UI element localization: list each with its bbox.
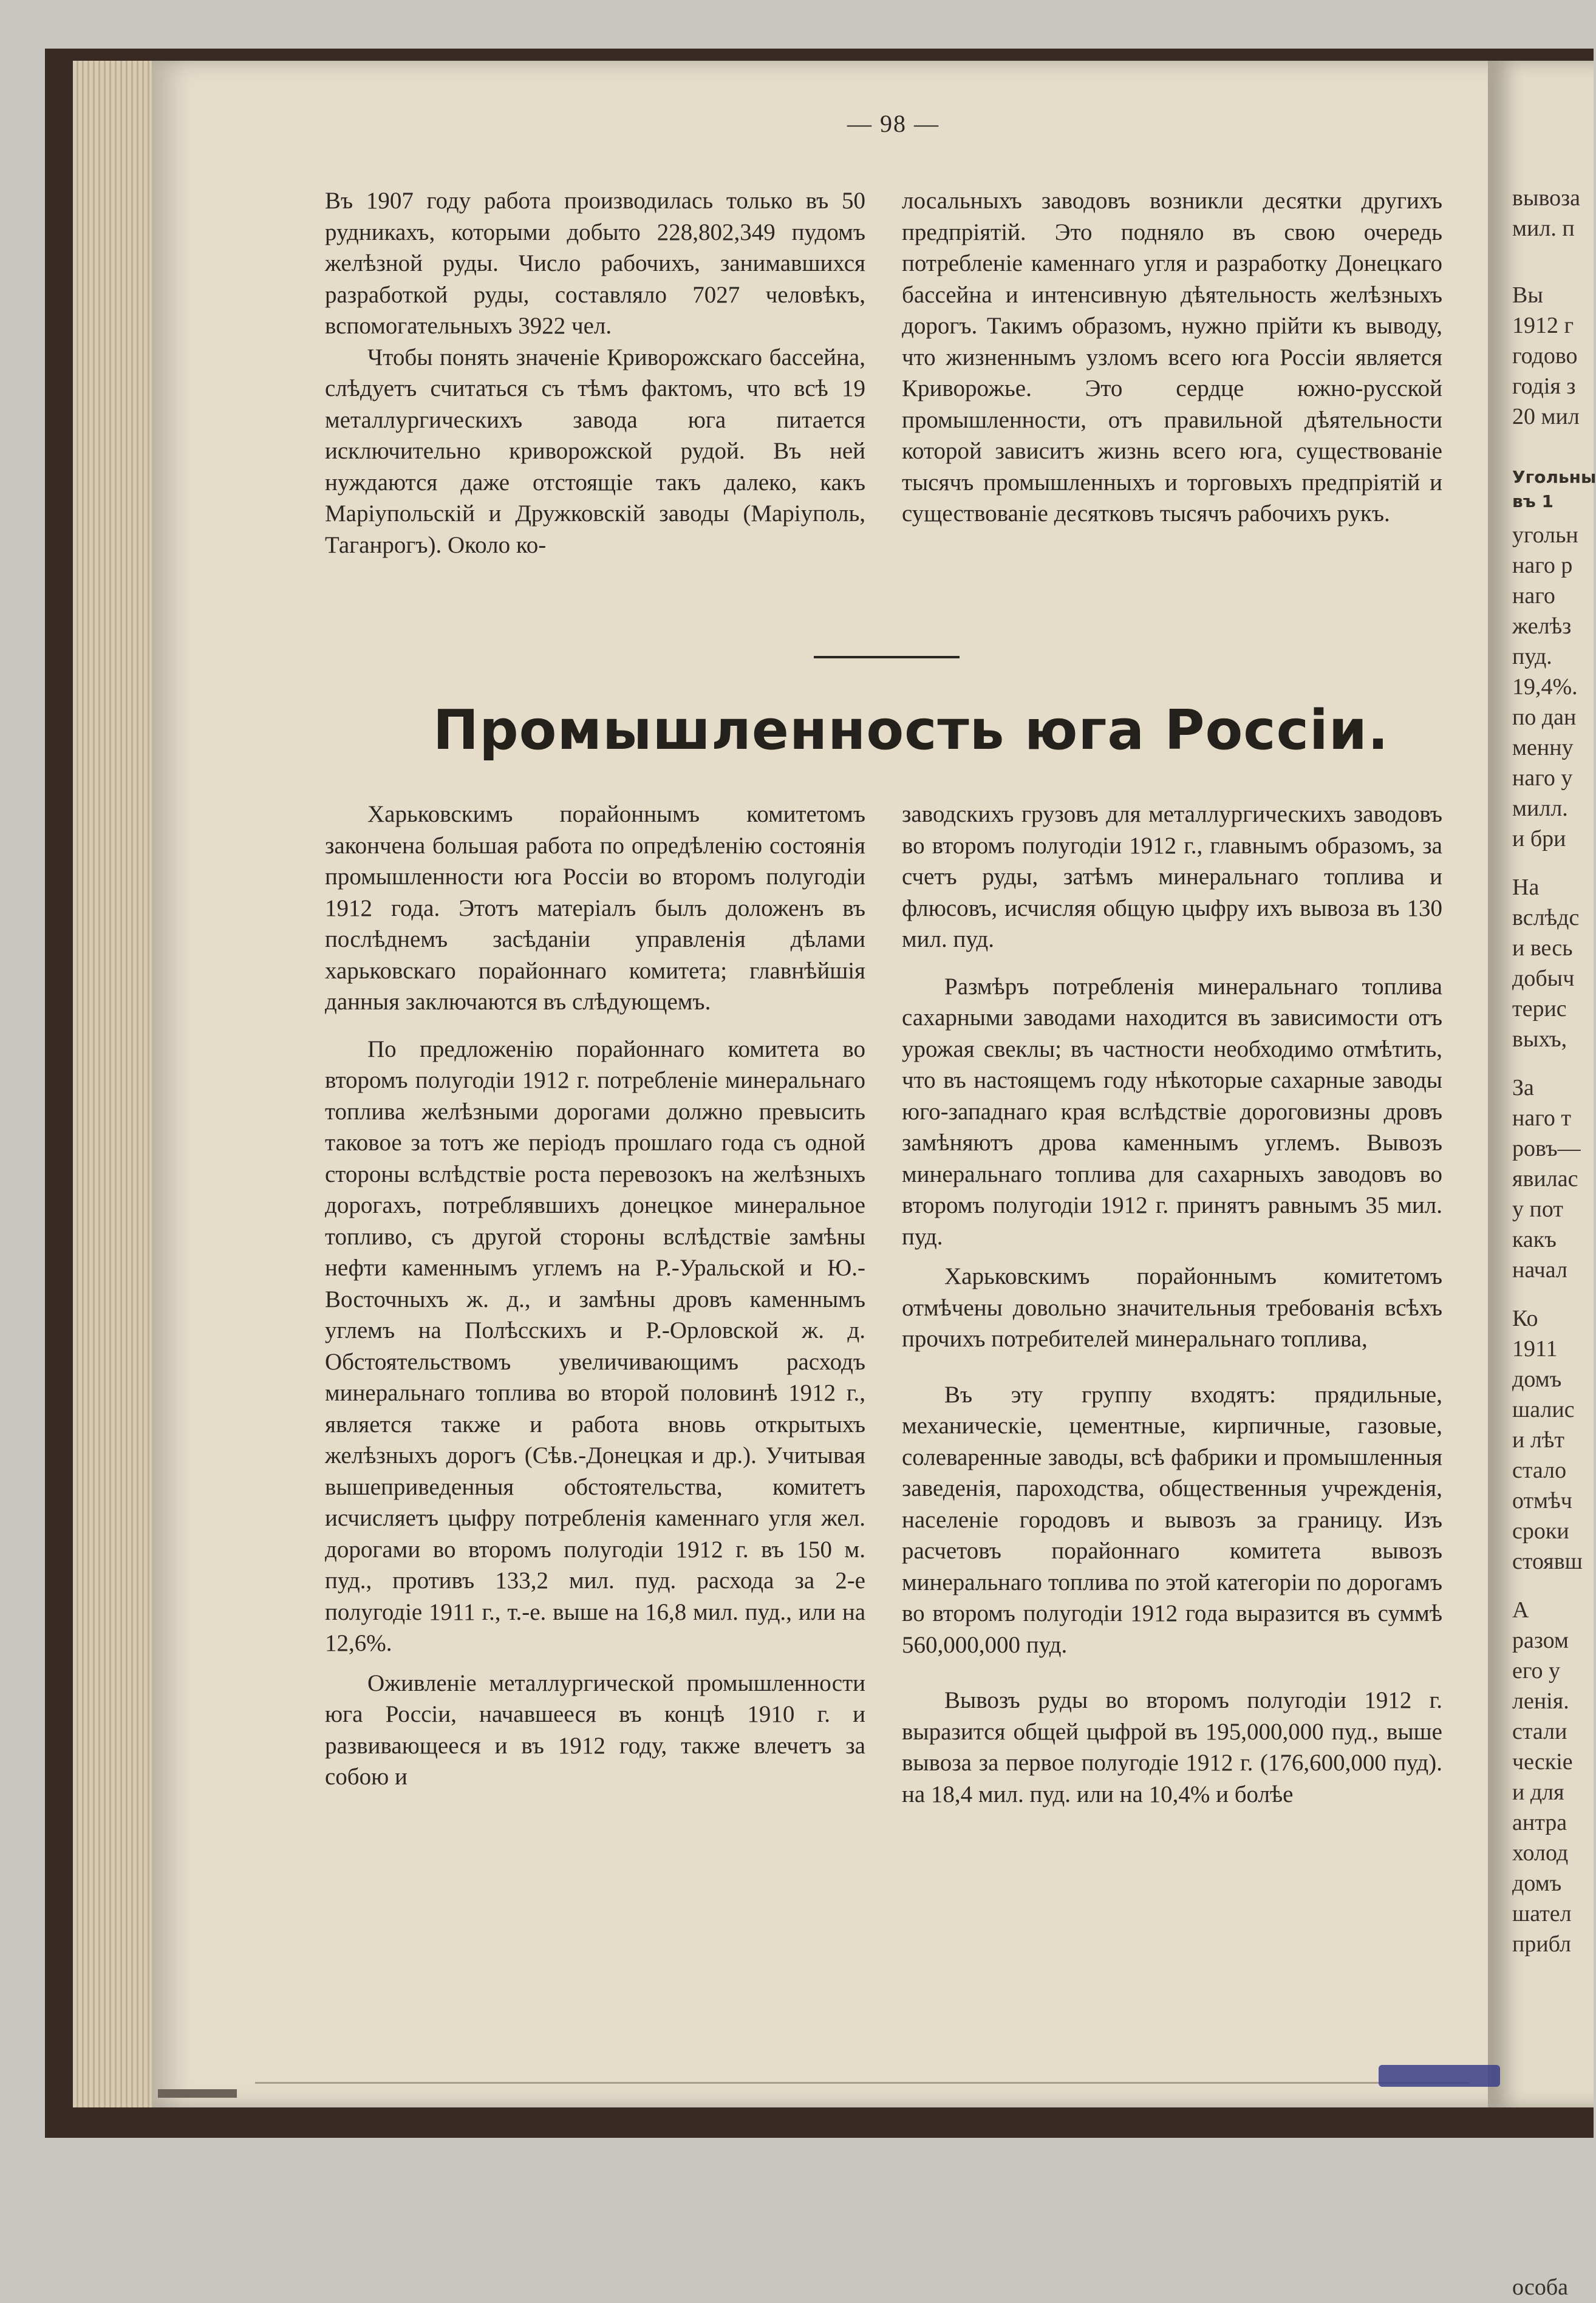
- paragraph: Харьковскимъ порайоннымъ комитетомъ закончена большая работа по опредѣленію состоянія промышленности юга Россіи во второмъ полугодіи 1912 года. Этотъ матеріалъ былъ доложенъ въ послѣднемъ засѣданіи управленія дѣлами харьковскаго порайоннаго комитета; главнѣйшія данныя заключаются въ слѣдующемъ.: [325, 801, 865, 1015]
- next-page-fragment: вывоза: [1512, 185, 1581, 211]
- paragraph: Въ эту группу входятъ: прядильные, механическіе, цементные, кирпичные, газовые, солеваренные заводы, всѣ фабрики и промышленныя заведенія, пароходства, общественныя учрежденія, населеніе городовъ и вывозъ за границу. Изъ расчетовъ порайоннаго комитета вывозъ минеральнаго топлива по этой категоріи по дорогамъ во второмъ полугодіи 1912 года выразится въ суммѣ 560,000,000 пуд.: [902, 1381, 1442, 1658]
- next-page-fragment: наго у: [1512, 765, 1573, 791]
- paragraph: Въ 1907 году работа производилась только въ 50 рудникахъ, которыми добыто 228,802,349 пудомъ желѣзной руды. Число рабочихъ, занимавшихся разработкой руды, составляло 7027 человѣкъ, вспомогательныхъ 3922 чел.: [325, 188, 865, 339]
- next-page-fragment: домъ: [1512, 1871, 1562, 1896]
- paragraph: По предложенію порайоннаго комитета во второмъ полугодіи 1912 г. потребленіе минеральнаго топлива желѣзными дорогами должно превысить таковое за тотъ же періодъ прошлаго года съ одной стороны вслѣдствіе роста перевозокъ на желѣзныхъ дорогахъ, потреблявшихъ донецкое минеральное топливо, съ другой стороны вслѣдствіе замѣны нефти каменнымъ углемъ на Р.-Уральской и Ю.-Восточныхъ ж. д., и замѣны дровъ каменнымъ углемъ на Полѣсскихъ и Р.-Орловской ж. д. Обстоятельствомъ увеличивающимъ расходъ минеральнаго топлива во второй половинѣ 1912 г., является также и работа вновь открытыхъ желѣзныхъ дорогъ (Сѣв.-Донецкая и др.). Учитывая вышеприведенныя обстоятельства, комитетъ исчисляетъ цыфру потребленія каменнаго угля жел. дорогами во второмъ полугодіи 1912 г. въ 150 м. пуд., противъ 133,2 мил. пуд. расхода за 2-е полугодіе 1911 г., т.-е. выше на 16,8 мил. пуд., или на 12,6%.: [325, 1035, 865, 1656]
- next-page-fragment: добыч: [1512, 966, 1575, 991]
- next-page-fragment: ческіе: [1512, 1749, 1573, 1775]
- section-divider: [814, 656, 960, 658]
- next-page-fragment: стали: [1512, 1719, 1567, 1744]
- next-page-fragment: Угольны: [1512, 467, 1596, 487]
- next-page-fragment: антра: [1512, 1810, 1567, 1835]
- next-page-fragment: терис: [1512, 996, 1567, 1022]
- next-page-fragment: отмѣч: [1512, 1488, 1572, 1513]
- next-page-fragment: въ 1: [1512, 491, 1553, 511]
- library-stamp: [1379, 2065, 1500, 2087]
- next-page-fragment: и бри: [1512, 826, 1566, 851]
- top-right-column: [902, 185, 1442, 530]
- next-page-fragment: Ко: [1512, 1306, 1538, 1331]
- next-page-fragment: мил. п: [1512, 216, 1575, 241]
- next-page-fragment: 19,4%.: [1512, 674, 1578, 700]
- paragraph: Чтобы понять значеніе Криворожскаго бассейна, слѣдуетъ считаться съ тѣмъ фактомъ, что всѣ 19 металлургическихъ завода юга питается исключительно криворожской рудой. Въ ней нуждаются даже отстоящіе такъ далеко, какъ Маріупольскій и Дружковскій заводы (Маріуполь, Таганрогъ). Около ко-: [325, 344, 865, 558]
- next-page-fragment: стоявш: [1512, 1549, 1583, 1574]
- next-page-edge: [1488, 61, 1596, 2300]
- next-page-fragment: вслѣдс: [1512, 905, 1580, 930]
- next-page-fragment: пуд.: [1512, 644, 1552, 669]
- next-page-fragment: А: [1512, 1597, 1529, 1623]
- next-page-fragment: милл.: [1512, 796, 1568, 821]
- bottom-left-column: [325, 799, 865, 1793]
- next-page-fragment: желѣз: [1512, 613, 1572, 639]
- paragraph: лосальныхъ заводовъ возникли десятки другихъ предпріятій. Это подняло въ свою очередь потребленіе каменнаго угля и разработку Донецкаго бассейна и интенсивную дѣятельность желѣзныхъ дорогъ. Такимъ образомъ, нужно прійти къ выводу, что жизненнымъ узломъ всего юга Россіи является Криворожье. Это сердце южно-русской промышленности, отъ правильной дѣятельности которой зависитъ жизнь всего юга, существованіе тысячъ промышленныхъ и торговыхъ предпріятій и существованіе десятковъ тысячъ рабочихъ рукъ.: [902, 188, 1442, 527]
- paragraph: Размѣръ потребленія минеральнаго топлива сахарными заводами находится въ зависимости отъ урожая свеклы; въ частности необходимо отмѣтить, что въ настоящемъ году нѣкоторые сахарные заводы юго-западнаго края вслѣдствіе дороговизны дровъ замѣняютъ дрова каменнымъ углемъ. Вывозъ минеральнаго топлива для сахарныхъ заводовъ во второмъ полугодіи 1912 г. принятъ равнымъ 35 мил. пуд.: [902, 973, 1442, 1250]
- next-page-fragment: наго р: [1512, 553, 1573, 578]
- paragraph: Харьковскимъ порайоннымъ комитетомъ отмѣчены довольно значительныя требованія всѣхъ прочихъ потребителей минеральнаго топлива,: [902, 1263, 1442, 1352]
- next-page-fragment: стало: [1512, 1458, 1567, 1483]
- next-page-fragment: шател: [1512, 1901, 1572, 1926]
- next-page-fragment: и весь: [1512, 935, 1573, 961]
- bottom-right-column: [902, 799, 1442, 1810]
- next-page-fragment: домъ: [1512, 1366, 1562, 1392]
- next-page-fragment: 1911: [1512, 1336, 1558, 1362]
- next-page-fragment: какъ: [1512, 1227, 1557, 1252]
- next-page-fragment: ленія.: [1512, 1688, 1569, 1714]
- next-page-fragment: ровъ—: [1512, 1136, 1581, 1161]
- next-page-fragment: и лѣт: [1512, 1427, 1565, 1453]
- next-page-fragment: его у: [1512, 1658, 1561, 1684]
- top-left-column: [325, 185, 865, 561]
- next-page-fragment: 20 мил: [1512, 404, 1580, 429]
- next-page-fragment: сроки: [1512, 1518, 1569, 1544]
- next-page-fragment: годія з: [1512, 374, 1576, 399]
- next-page-fragment: годово: [1512, 343, 1578, 369]
- next-page-fragment: холод: [1512, 1840, 1569, 1866]
- next-page-fragment: по дан: [1512, 705, 1577, 730]
- next-page-fragment: шалис: [1512, 1397, 1575, 1422]
- article-title: Промышленность юга Россіи.: [432, 698, 1390, 762]
- page-number: — 98 —: [847, 110, 940, 137]
- next-page-fragment: наго: [1512, 583, 1555, 609]
- next-page-fragment: угольн: [1512, 522, 1578, 548]
- next-page-fragment: у пот: [1512, 1196, 1563, 1222]
- next-page-fragment: Вы: [1512, 282, 1543, 308]
- next-page-fragment: 1912 г: [1512, 313, 1574, 338]
- page-edges: [73, 61, 158, 2107]
- paragraph: Вывозъ руды во второмъ полугодіи 1912 г. выразится общей цыфрой въ 195,000,000 пуд., выше вывоза за первое полугодіе 1912 г. (176,600,000 пуд). на 18,4 мил. пуд. или на 10,4% и болѣе: [902, 1687, 1442, 1807]
- next-page-fragment: менну: [1512, 735, 1574, 760]
- next-page-fragment: и для: [1512, 1779, 1564, 1805]
- next-page-fragment: прибл: [1512, 1931, 1572, 1957]
- paragraph: заводскихъ грузовъ для металлургическихъ заводовъ во второмъ полугодіи 1912 г., главнымъ образомъ, за счетъ руды, затѣмъ минеральнаго топлива и флюсовъ, исчисляя общую цыфру ихъ вывоза въ 130 мил. пуд.: [902, 801, 1442, 952]
- next-page-fragment: начал: [1512, 1257, 1567, 1283]
- next-page-fragment: явилас: [1512, 1166, 1578, 1192]
- next-page-fragment: наго т: [1512, 1105, 1571, 1131]
- bottom-rule: [255, 2082, 1470, 2084]
- paragraph: Оживленіе металлургической промышленности юга Россіи, начавшееся въ концѣ 1910 г. и развивающееся и въ 1912 году, также влечетъ за собою и: [325, 1670, 865, 1790]
- next-page-fragment: За: [1512, 1075, 1534, 1100]
- next-page-fragment: особа: [1512, 2274, 1569, 2300]
- next-page-fragment: На: [1512, 875, 1540, 900]
- paper-scrap: [158, 2089, 237, 2098]
- next-page-fragment: выхъ,: [1512, 1026, 1567, 1052]
- next-page-fragment: разом: [1512, 1628, 1569, 1653]
